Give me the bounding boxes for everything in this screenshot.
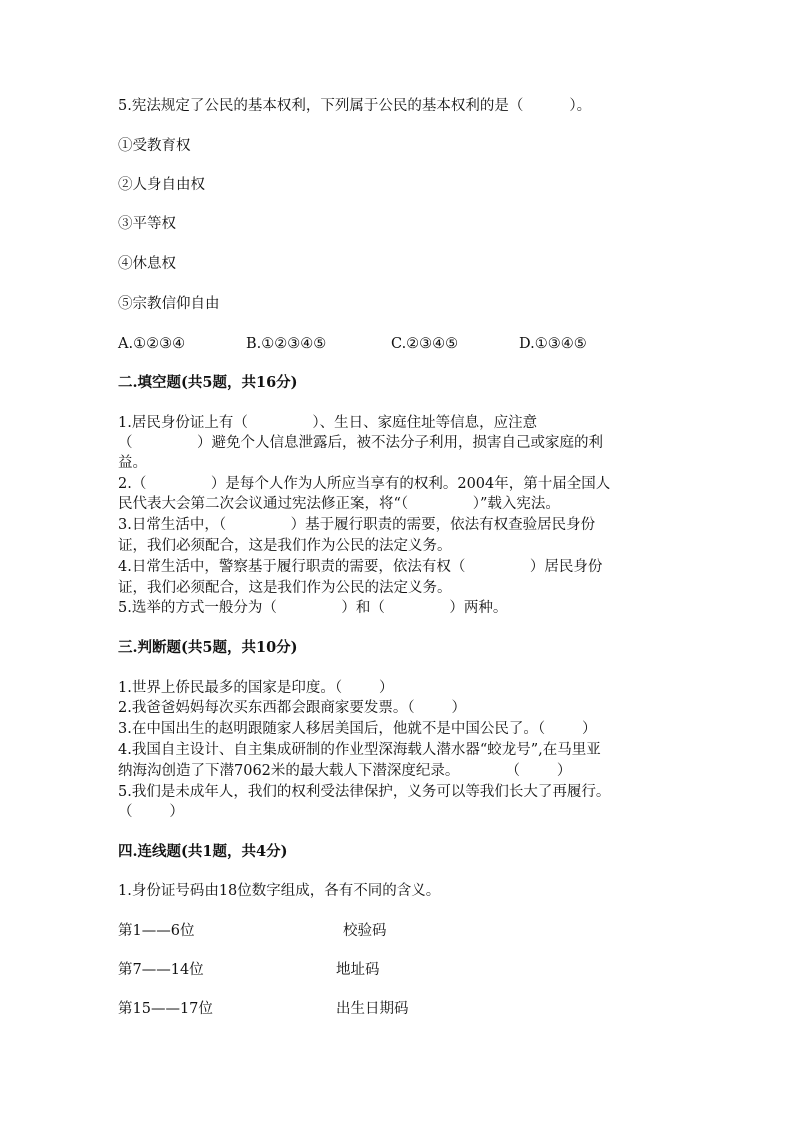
matching-right-3: 出生日期码 bbox=[336, 1001, 409, 1017]
fill-line-8: 4.日常生活中，警察基于履行职责的需要，依法有权（ ）居民身份 bbox=[118, 559, 603, 575]
question-5-option-c: C.②③④⑤ bbox=[391, 336, 459, 352]
section-3-heading: 三.判断题(共5题，共10分) bbox=[118, 639, 298, 656]
question-5-option-a: A.①②③④ bbox=[118, 336, 186, 352]
matching-right-2: 地址码 bbox=[336, 962, 380, 978]
judge-line-3: 3.在中国出生的赵明跟随家人移居美国后，他就不是中国公民了。（ ） bbox=[118, 721, 597, 737]
fill-line-9: 证，我们必须配合，这是我们作为公民的法定义务。 bbox=[118, 580, 452, 596]
judge-line-7: （ ） bbox=[118, 804, 184, 820]
question-5-option-d: D.①③④⑤ bbox=[519, 336, 587, 352]
question-5-option-b: B.①②③④⑤ bbox=[246, 336, 327, 352]
matching-right-1: 校验码 bbox=[343, 923, 387, 939]
matching-left-1: 第1——6位 bbox=[118, 923, 195, 939]
fill-line-7: 证，我们必须配合，这是我们作为公民的法定义务。 bbox=[118, 538, 452, 554]
fill-line-1: 1.居民身份证上有（ ）、生日、家庭住址等信息，应注意 bbox=[118, 415, 538, 431]
question-5-item-1: ①受教育权 bbox=[118, 138, 191, 154]
question-5-item-3: ③平等权 bbox=[118, 216, 176, 232]
question-5-stem: 5.宪法规定了公民的基本权利，下列属于公民的基本权利的是（ ）。 bbox=[118, 98, 592, 114]
judge-line-6: 5.我们是未成年人，我们的权利受法律保护，义务可以等我们长大了再履行。 bbox=[118, 784, 611, 800]
fill-line-10: 5.选举的方式一般分为（ ）和（ ）两种。 bbox=[118, 600, 508, 616]
question-5-item-5: ⑤宗教信仰自由 bbox=[118, 296, 220, 312]
judge-line-2: 2.我爸爸妈妈每次买东西都会跟商家要发票。（ ） bbox=[118, 700, 466, 716]
matching-left-2: 第7——14位 bbox=[118, 962, 204, 978]
judge-line-4: 4.我国自主设计、自主集成研制的作业型深海载人潜水器“蛟龙号”,在马里亚 bbox=[118, 742, 601, 758]
fill-line-6: 3.日常生活中，（ ）基于履行职责的需要，依法有权查验居民身份 bbox=[118, 517, 596, 533]
judge-line-1: 1.世界上侨民最多的国家是印度。（ ） bbox=[118, 680, 394, 696]
question-5-item-4: ④休息权 bbox=[118, 256, 176, 272]
section-4-heading: 四.连线题(共1题，共4分) bbox=[118, 843, 288, 860]
fill-line-4: 2.（ ）是每个人作为人所应当享有的权利。2004年，第十届全国人 bbox=[118, 476, 611, 492]
matching-left-3: 第15——17位 bbox=[118, 1001, 213, 1017]
question-5-item-2: ②人身自由权 bbox=[118, 177, 205, 193]
judge-line-5: 纳海沟创造了下潜7062米的最大载人下潜深度纪录。 （ ） bbox=[118, 763, 572, 779]
fill-line-2: （ ）避免个人信息泄露后，被不法分子利用，损害自己或家庭的利 bbox=[118, 435, 604, 451]
fill-line-3: 益。 bbox=[118, 455, 147, 471]
matching-stem: 1.身份证号码由18位数字组成，各有不同的含义。 bbox=[118, 883, 441, 899]
section-2-heading: 二.填空题(共5题，共16分) bbox=[118, 374, 298, 391]
fill-line-5: 民代表大会第二次会议通过宪法修正案，将“（ ）”载入宪法。 bbox=[118, 496, 560, 512]
